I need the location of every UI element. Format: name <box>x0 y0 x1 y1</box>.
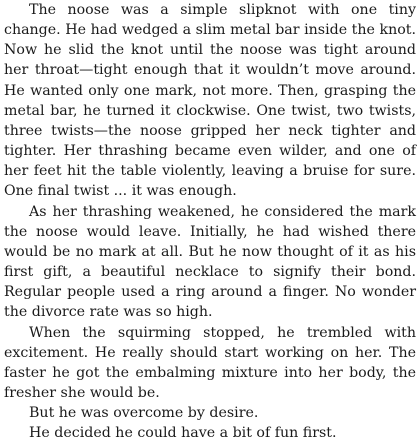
paragraph-thrashing: As her thrashing weakened, he considered the mark the noose would leave. Initially, he had wished there would be no mark at all. But he now thought of it as his first gift, a beautiful necklace to signify their bond. Regular people used a ring around a finger. No wonder the divorce rate was so high. <box>4 203 416 321</box>
paragraph-fun: He decided he could have a bit of fun first. <box>29 425 337 442</box>
body-text <box>4 0 416 443</box>
paragraph-noose: The noose was a simple slipknot with one tiny change. He had wedged a slim metal bar inside the knot. Now he slid the knot until the noose was tight around her throat—tight enough that it wouldn’t move around. He wanted only one mark, not more. Then, grasping the metal bar, he turned it clockwise. One twist, two twists, three twists—the noose gripped her neck tighter and tighter. Her thrashing became even wilder, and one of her feet hit the table violently, leaving a bruise for sure. One final twist ... it was enough. <box>4 2 416 200</box>
paragraph-desire: But he was overcome by desire. <box>29 405 259 422</box>
paragraph-squirming: When the squirming stopped, he trembled with excitement. He really should start working on her. The faster he got the embalming mixture into her body, the fresher she would be. <box>4 324 416 401</box>
